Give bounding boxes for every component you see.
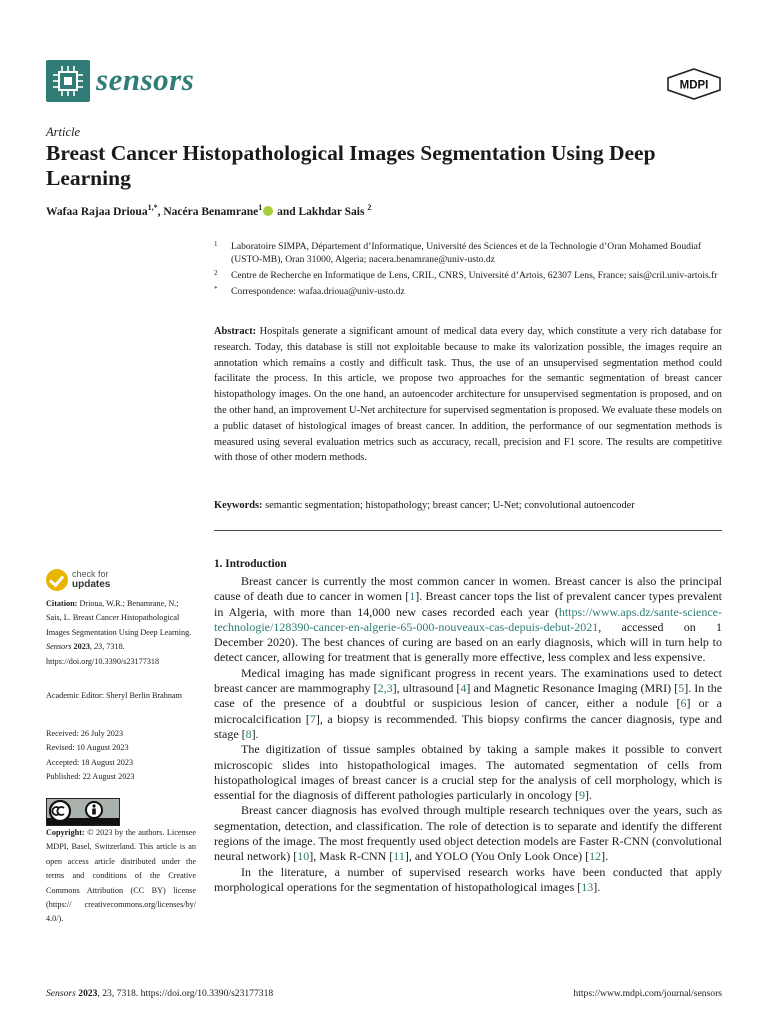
- author-name[interactable]: Wafaa Rajaa Drioua: [46, 205, 148, 218]
- author-separator: ,: [157, 205, 164, 218]
- external-link[interactable]: https://www.aps.dz/sante-science-technologie/128390-cancer-en-algerie-65-000-nouveaux-cas-depuis-debut-2021: [214, 604, 722, 634]
- reference-link[interactable]: 2,3: [377, 681, 393, 696]
- footer-journal: Sensors: [46, 988, 76, 999]
- mdpi-logo-text: MDPI: [679, 79, 709, 92]
- affiliation-marker: *: [214, 285, 218, 293]
- reference-link[interactable]: 11: [393, 849, 405, 864]
- reference-link[interactable]: 12: [589, 849, 602, 864]
- author-name[interactable]: Lakhdar Sais: [298, 205, 365, 218]
- citation-year: 2023: [73, 642, 90, 652]
- journal-logo-icon: [46, 60, 90, 102]
- received-date: Received: 26 July 2023: [46, 729, 124, 738]
- revised-date: Revised: 10 August 2023: [46, 743, 129, 753]
- affiliation-text: Laboratoire SIMPA, Département d’Informatique, Université des Sciences et de la Technologie d’Oran Mohamed Boudiaf (USTO-MB), Oran 31000, Algeria; nacera.benamrane@univ-usto.dz: [231, 241, 702, 265]
- affiliation-text: Centre de Recherche en Informatique de Lens, CRIL, CNRS, Université d’Artois, 62307 Lens, France; sais@cril.univ-artois.fr: [231, 270, 718, 281]
- reference-link[interactable]: 1: [409, 589, 416, 604]
- abstract-text: Hospitals generate a significant amount of medical data every day, which constitute a very rich database for research. Today, this database is still not exploitable because to make its valorization possible, the images require an annotation which remains a costly and difficult task. Thus, the use of an unsupervised segmentation method could facilitate the process. In this article, we propose two approaches for the semantic segmentation of breast cancer histopathology images. On the one hand, an autoencoder architecture for unsupervised segmentation is proposed, and on the other hand, an improvement U-Net architecture for supervised segmentation is proposed. We evaluate these models on a public dataset of histological images of breast cancer. In addition, the performance of our segmentation methods is measured using several evaluation metrics such as accuracy, recall, precision and F1 score. The results are competitive with those of other modern methods.: [214, 326, 722, 464]
- citation-block: Citation: Drioua, W.R.; Benamrane, N.; Sais, L. Breast Cancer Histopathological Images Segmentation Using Deep Learning. Sensors 2023, 23, 7318. https://doi.org/10.3390/s23177318: [46, 599, 192, 666]
- citation-volume: 23: [94, 642, 103, 652]
- reference-link[interactable]: 5: [678, 681, 685, 696]
- affiliation-item: [214, 285, 724, 298]
- keywords-text: semantic segmentation; histopathology; breast cancer; U-Net; convolutional autoencoder: [265, 500, 635, 511]
- check-line-2: updates: [72, 578, 111, 590]
- affiliation-text: Correspondence: wafaa.drioua@univ-usto.dz: [231, 286, 405, 297]
- copyright-label: Copyright:: [46, 828, 85, 837]
- keywords-label: Keywords:: [214, 500, 263, 511]
- cc-by-license-icon[interactable]: [46, 798, 120, 826]
- paragraph: Medical imaging has made significant progress in recent years. The examinations used to detect breast cancer are mammography [2,3], ultrasound [4] and Magnetic Resonance Imaging (MRI) [5]. In the case of the presence of a doubtful or suspicious lesion of cancer, either a nodule [6] or a microcalcification [7], a biopsy is recommended. This biopsy confirms the cancer diagnosis, type and stage [8].: [214, 665, 723, 741]
- paper-title: Breast Cancer Histopathological Images Segmentation Using Deep Learning: [46, 141, 656, 190]
- abstract-label: Abstract:: [214, 326, 257, 337]
- mdpi-logo[interactable]: [666, 68, 722, 100]
- keywords: [214, 498, 722, 513]
- paragraph: In the literature, a number of supervised research works have been conducted that apply morphological operations for the segmentation of histopathological images [13].: [214, 864, 722, 894]
- affiliation-marker: 1: [214, 240, 218, 248]
- author-affil-marker: 1,*: [147, 203, 158, 212]
- paragraph: Breast cancer is currently the most common cancer in women. Breast cancer is also the principal cause of death due to cancer in women [1]. Breast cancer tops the list of prevalent cancer types prevalent in Algeria, with more than 14,000 new cases recorded each year (https://www.aps.dz/sante-science-technologie/128390-cancer-en-algerie-65-000-nouveaux-cas-depuis-debut-2021, accessed on 1 December 2020). The best chances of curing are based on an early diagnosis, which will in turn help to detect cancer, allowing for treatment that is generally more effective, less complex and less expensive.: [214, 574, 723, 665]
- citation-label: Citation:: [46, 599, 78, 608]
- footer-journal-url[interactable]: https://www.mdpi.com/journal/sensors: [573, 988, 722, 999]
- published-date: Published: 22 August 2023: [46, 772, 135, 782]
- affiliations: [214, 240, 724, 298]
- citation-journal: Sensors: [46, 642, 72, 652]
- reference-link[interactable]: 4: [460, 681, 467, 696]
- body-text: [214, 574, 722, 895]
- abstract: [214, 324, 722, 466]
- check-line-1: check for: [72, 569, 109, 579]
- accepted-date: Accepted: 18 August 2023: [46, 757, 134, 767]
- copyright-text: © 2023 by the authors. Licensee MDPI, Basel, Switzerland. This article is an open access article distributed under the terms and conditions of the Creative Commons Attribution (CC BY) license (https:// creativecommons.org/licenses/by/ 4.0/).: [46, 828, 197, 924]
- check-for-updates-label: [72, 570, 110, 589]
- author-separator: and: [274, 205, 299, 218]
- check-for-updates-button[interactable]: [46, 567, 166, 593]
- affiliation-item: [214, 269, 724, 282]
- reference-link[interactable]: 7: [309, 711, 316, 726]
- reference-link[interactable]: 6: [680, 696, 687, 711]
- check-badge-icon: [46, 569, 68, 591]
- section-heading: 1. Introduction: [214, 558, 287, 570]
- author-affil-marker: 1: [258, 203, 263, 212]
- citation-doi[interactable]: , 7318. https://doi.org/10.3390/s23177318: [46, 642, 160, 666]
- journal-name: sensors: [96, 62, 195, 97]
- academic-editor: Academic Editor: Sheryl Berlin Brahnam: [46, 691, 182, 700]
- copyright-block: [46, 826, 196, 927]
- reference-link[interactable]: 10: [297, 849, 310, 864]
- section-divider: [214, 530, 722, 531]
- paragraph: The digitization of tissue samples obtained by taking a sample makes it possible to convert microscopic slides into histopathological images. The automated segmentation of cells from histopathological images of breast cancer is a crucial step for the analysis of cell morphology, which is essential for the diagnosis of different pathologies particularly in oncology [9].: [214, 742, 722, 803]
- author-name[interactable]: Nacéra Benamrane: [163, 205, 259, 218]
- reference-link[interactable]: 9: [579, 788, 586, 803]
- article-type: Article: [46, 125, 81, 139]
- dates-block: [46, 727, 196, 785]
- affiliation-marker: 2: [214, 269, 218, 277]
- footer-year: 2023: [78, 988, 98, 999]
- author-affil-marker: 2: [367, 203, 372, 212]
- paragraph: Breast cancer diagnosis has evolved through multiple research techniques over the years, such as segmentation, detection, and classification. The role of detection is to separate and identify the different regions of the image. The most frequently used object detection models are Faster R-CNN (convolutional neural network) [10], Mask R-CNN [11], and YOLO (You Only Look Once) [12].: [214, 803, 722, 864]
- reference-link[interactable]: 13: [581, 879, 594, 894]
- orcid-icon[interactable]: [263, 206, 273, 216]
- affiliation-item: [214, 240, 724, 266]
- footer-doi[interactable]: , 23, 7318. https://doi.org/10.3390/s23177318: [97, 988, 274, 999]
- author-list: [46, 203, 371, 218]
- reference-link[interactable]: 8: [245, 726, 252, 741]
- citation-text: Drioua, W.R.; Benamrane, N.; Sais, L. Breast Cancer Histopathological Images Segmentation Using Deep Learning.: [46, 599, 192, 637]
- footer-citation: [46, 988, 273, 999]
